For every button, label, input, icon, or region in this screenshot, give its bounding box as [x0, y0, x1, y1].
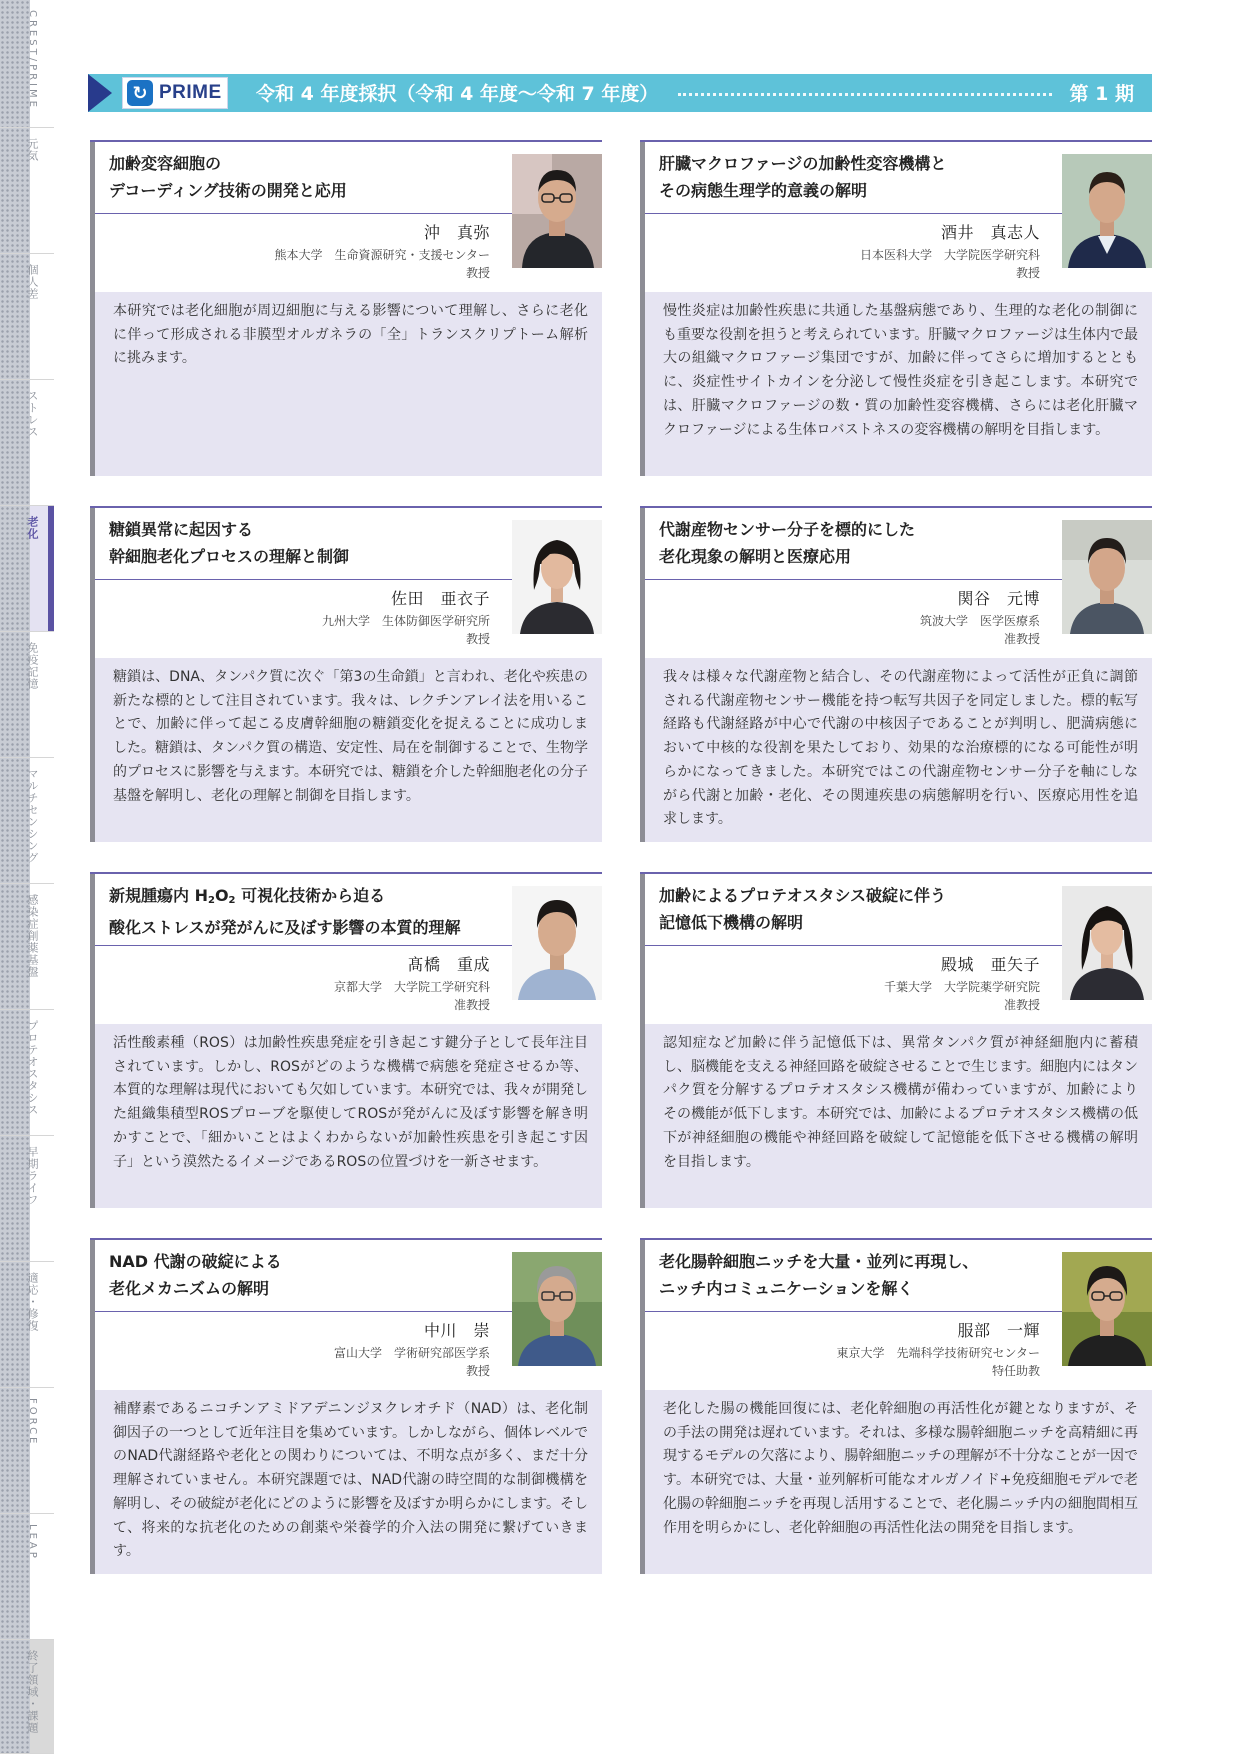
project-title: 糖鎖異常に起因する 幹細胞老化プロセスの理解と制御	[109, 520, 350, 566]
sidebar-tab-kojinsa[interactable]	[0, 254, 54, 380]
project-summary-box	[95, 292, 602, 476]
researcher-affiliation: 東京大学 先端科学技術研究センター	[836, 1346, 1040, 1360]
research-card	[640, 872, 1152, 1208]
dotted-leader	[678, 93, 1052, 96]
sidebar-tab-label: CREST/PRIME	[27, 10, 38, 110]
researcher-name: 佐田 亜衣子	[390, 589, 490, 608]
project-summary-box	[645, 1390, 1152, 1574]
project-summary: 老化した腸の機能回復には、老化幹細胞の再活性化が鍵となりますが、その手法の開発は遅れています。それは、多様な腸幹細胞ニッチを高精細に再現するモデルの欠落により、腸幹細胞ニッチの理解が不十分なことが一因です。本研究では、大量・並列解析可能なオルガノイド+免疫細胞モデルで老化腸の幹細胞ニッチを再現し活用することで、老化腸ニッチ内の細胞間相互作用を明らかにし、老化幹細胞の再活性化法の開発を目指します。	[663, 1401, 1138, 1536]
project-summary: 慢性炎症は加齢性疾患に共通した基盤病態であり、生理的な老化の制御にも重要な役割を担うと考えられています。肝臓マクロファージは生体内で最大の組織マクロファージ集団ですが、加齢に伴ってさらに増加するとともに、炎症性サイトカインを分泌して慢性炎症を引き起こします。本研究では、肝臓マクロファージの数・質の加齢性変容機構、さらには老化肝臓マクロファージによる生体ロバストネスの変容機構の解明を目指します。	[663, 303, 1138, 438]
researcher-name: 殿城 亜矢子	[940, 955, 1040, 974]
sidebar-tab-force[interactable]	[0, 1388, 54, 1514]
arrow-icon	[88, 74, 112, 112]
sidebar-tab-kansensho[interactable]	[0, 884, 54, 1010]
sidebar-tab-label: 個人差	[26, 264, 39, 300]
project-summary-box	[645, 292, 1152, 476]
sidebar-tab-crest-prime[interactable]	[0, 0, 54, 128]
researcher-position: 特任助教	[991, 1364, 1040, 1378]
project-title: 老化腸幹細胞ニッチを大量・並列に再現し、 ニッチ内コミュニケーションを解く	[659, 1252, 979, 1298]
research-card	[640, 506, 1152, 842]
researcher-photo	[1062, 520, 1152, 634]
researcher-position: 教授	[1015, 266, 1040, 280]
sidebar-tab-stress[interactable]	[0, 380, 54, 506]
project-summary: 活性酸素種（ROS）は加齢性疾患発症を引き起こす鍵分子として長年注目されています。しかし、ROSがどのような機構で病態を発症させるか等、本質的な理解は現代においても欠如しています。本研究では、我々が開発した組織集積型ROSプローブを駆使してROSが発がんに及ぼす影響を解き明かすことで、「細かいことはよくわからないが加齢性疾患を引き起こす因子」という漠然たるイメージであるROSの位置づけを一新させます。	[113, 1035, 588, 1170]
research-card	[90, 1238, 602, 1574]
section-banner	[88, 74, 1152, 112]
sidebar-tab-label: 感染症創薬基盤	[26, 894, 39, 978]
project-summary: 我々は様々な代謝産物と結合し、その代謝産物によって活性が正負に調節される代謝産物センサー機能を持つ転写共因子を同定しました。標的転写経路も代謝経路が中心で代謝の中核因子であることが判明し、肥満病態において中核的な役割を果たしており、効果的な治療標的になる可能性が明らかになってきました。本研究ではこの代謝産物センサー分子を軸にしながら代謝と加齢・老化、その関連疾患の病態解明を行い、医療応用性を追求します。	[663, 669, 1138, 828]
sidebar-tab-label: 終了領域・課題	[26, 1650, 39, 1734]
researcher-name: 中川 崇	[423, 1321, 490, 1340]
project-summary-box	[95, 1024, 602, 1208]
researcher-photo	[512, 520, 602, 634]
sidebar-tab-label: LEAP	[27, 1524, 38, 1561]
project-summary-box	[645, 1024, 1152, 1208]
researcher-photo	[1062, 1252, 1152, 1366]
researcher-position: 教授	[465, 632, 490, 646]
project-title: 肝臓マクロファージの加齢性変容機構と その病態生理学的意義の解明	[659, 154, 947, 200]
research-card	[640, 1238, 1152, 1574]
sidebar-tab-meneki-kioku[interactable]	[0, 632, 54, 758]
research-card	[90, 140, 602, 476]
prime-logo-icon: ↻	[127, 80, 153, 106]
sidebar-tab-label: 早期ライフ	[26, 1146, 39, 1206]
researcher-photo	[1062, 886, 1152, 1000]
researcher-name: 沖 真弥	[423, 223, 490, 242]
project-title: NAD 代謝の破綻による 老化メカニズムの解明	[109, 1252, 282, 1298]
project-summary-box	[95, 658, 602, 842]
researcher-photo	[512, 886, 602, 1000]
researcher-affiliation: 京都大学 大学院工学研究科	[333, 980, 490, 994]
project-summary-box	[645, 658, 1152, 842]
section-index-sidebar	[0, 0, 54, 1754]
researcher-position: 准教授	[1003, 998, 1040, 1012]
researcher-name: 関谷 元博	[957, 589, 1040, 608]
banner-period: 第 1 期	[1069, 83, 1134, 105]
researcher-affiliation: 日本医科大学 大学院医学研究科	[859, 248, 1040, 262]
sidebar-tab-leap[interactable]	[0, 1514, 54, 1640]
sidebar-tab-proteostasis[interactable]	[0, 1010, 54, 1136]
researcher-affiliation: 九州大学 生体防御医学研究所	[321, 614, 490, 628]
researcher-name: 服部 一輝	[957, 1321, 1040, 1340]
research-card	[90, 506, 602, 842]
project-title: 加齢によるプロテオスタシス破綻に伴う 記憶低下機構の解明	[659, 886, 947, 932]
research-card	[640, 140, 1152, 476]
project-title: 代謝産物センサー分子を標的にした 老化現象の解明と医療応用	[659, 520, 916, 566]
sidebar-tab-label: FORCE	[27, 1398, 38, 1447]
project-summary-box	[95, 1390, 602, 1574]
sidebar-tab-multi-sensing[interactable]	[0, 758, 54, 884]
researcher-affiliation: 千葉大学 大学院薬学研究院	[883, 980, 1040, 994]
sidebar-tab-label: 老化	[26, 516, 39, 540]
researcher-position: 教授	[465, 1364, 490, 1378]
sidebar-tab-genki[interactable]	[0, 128, 54, 254]
researcher-photo	[1062, 154, 1152, 268]
researcher-position: 教授	[465, 266, 490, 280]
sidebar-tab-closed-areas[interactable]	[0, 1640, 54, 1754]
researcher-position: 准教授	[453, 998, 490, 1012]
banner-title: 令和 4 年度採択（令和 4 年度〜令和 7 年度）	[256, 83, 659, 105]
researcher-position: 准教授	[1003, 632, 1040, 646]
sidebar-tab-early-life[interactable]	[0, 1136, 54, 1262]
sidebar-tab-label: ストレス	[26, 390, 39, 438]
researcher-affiliation: 熊本大学 生命資源研究・支援センター	[274, 248, 490, 262]
prime-logo-text: PRIME	[159, 82, 222, 103]
researcher-photo	[512, 1252, 602, 1366]
sidebar-tab-label: プロテオスタシス	[26, 1020, 39, 1116]
sidebar-tab-tekio-shufuku[interactable]	[0, 1262, 54, 1388]
researcher-name: 酒井 真志人	[940, 223, 1040, 242]
researcher-photo	[512, 154, 602, 268]
researcher-affiliation: 富山大学 学術研究部医学系	[333, 1346, 490, 1360]
sidebar-tab-label: マルチセンシング	[26, 768, 39, 864]
project-title: 加齢変容細胞の デコーディング技術の開発と応用	[109, 154, 347, 200]
project-summary: 補酵素であるニコチンアミドアデニンジヌクレオチド（NAD）は、老化制御因子の一つとして近年注目を集めています。しかしながら、個体レベルでのNAD代謝経路や老化との関わりについては、不明な点が多く、まだ十分理解されていません。本研究課題では、NAD代謝の時空間的な制御機構を解明し、その破綻が老化にどのように影響を及ぼすか明らかにします。そして、将来的な抗老化のための創薬や栄養学的介入法の開発に繋げていきます。	[113, 1401, 588, 1560]
project-summary: 糖鎖は、DNA、タンパク質に次ぐ「第3の生命鎖」と言われ、老化や疾患の新たな標的として注目されています。我々は、レクチンアレイ法を用いることで、加齢に伴って起こる皮膚幹細胞の糖鎖変化を捉えることに成功しました。糖鎖は、タンパク質の構造、安定性、局在を制御することで、生物学的プロセスに影響を与えます。本研究では、糖鎖を介した幹細胞老化の分子基盤を解明し、老化の理解と制御を目指します。	[113, 669, 588, 804]
sidebar-tab-label: 元気	[26, 138, 39, 162]
project-title: 新規腫瘍内 $H_2O_2$ 可視化技術から迫る 酸化ストレスが発がんに及ぼす影響の本質的理解	[109, 886, 461, 937]
researcher-affiliation: 筑波大学 医学医療系	[919, 614, 1040, 628]
project-summary: 本研究では老化細胞が周辺細胞に与える影響について理解し、さらに老化に伴って形成される非膜型オルガネラの「全」トランスクリプトーム解析に挑みます。	[113, 303, 588, 367]
prime-logo	[122, 77, 228, 109]
sidebar-tab-label: 免疫記憶	[26, 642, 39, 690]
sidebar-tab-label: 適応・修復	[26, 1272, 39, 1332]
researcher-name: 髙橋 重成	[407, 955, 490, 974]
project-summary: 認知症など加齢に伴う記憶低下は、異常タンパク質が神経細胞内に蓄積し、脳機能を支える神経回路を破綻させることで生じます。細胞内にはタンパク質を分解するプロテオスタシス機構が備わっていますが、加齢によりその機能が低下します。本研究では、加齢によるプロテオスタシス機構の低下が神経細胞の機能や神経回路を破綻して記憶能を低下させる機構の解明を目指します。	[663, 1035, 1138, 1170]
sidebar-tab-rouka[interactable]	[0, 506, 54, 632]
research-card	[90, 872, 602, 1208]
